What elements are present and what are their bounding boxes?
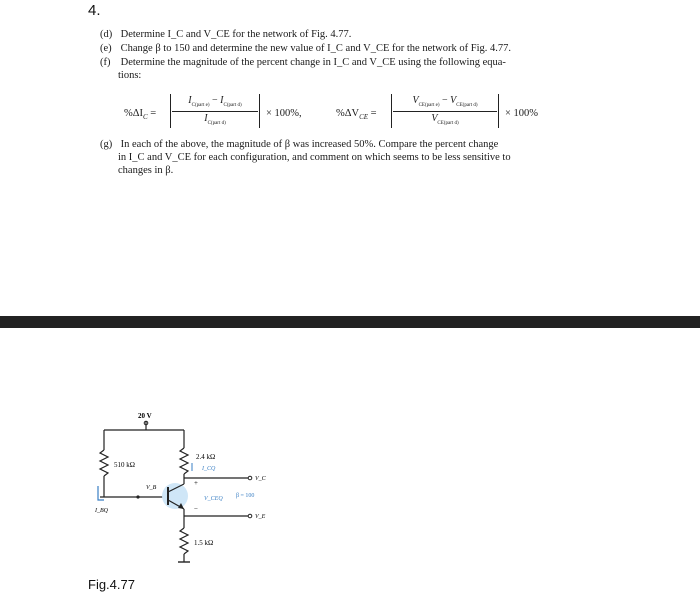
vce-plus: +: [194, 479, 198, 487]
transistor-body: [162, 483, 188, 509]
question-number: 4.: [88, 2, 101, 19]
figure-panel: [0, 328, 700, 601]
abs-bar-left-1: [170, 94, 171, 128]
vce-minus: −: [194, 505, 198, 513]
circuit-diagram: [0, 328, 700, 601]
part-e: [100, 42, 580, 55]
panel-divider: [0, 316, 700, 328]
vce-lhs: $\%\Delta V_{CE}$ =: [336, 108, 377, 122]
vce-fraction-line: [393, 111, 497, 112]
ib-arrow: [98, 486, 104, 500]
abs-bar-right-2: [498, 94, 499, 128]
part-g-line3: changes in β.: [118, 165, 174, 176]
rb-label: 510 kΩ: [114, 461, 135, 469]
part-d: [100, 28, 580, 41]
part-g: [100, 138, 580, 177]
ic-lhs: $\%\Delta I_C$ =: [124, 108, 157, 122]
part-e-label: (e): [100, 43, 112, 54]
ve-terminal: [248, 514, 252, 518]
part-d-text: Determine I_C and V_CE for the network of Fig. 4.77.: [120, 29, 352, 40]
part-f: [100, 56, 580, 82]
vce-numerator: $V_{CE(part e)} - V_{CE(part d)}$: [412, 95, 478, 108]
part-f-line2: tions:: [118, 70, 142, 81]
part-e-text: Change β to 150 and determine the new value of I_C and V_CE for the network of Fig. 4.77.: [120, 43, 511, 54]
ic-fraction-line: [172, 111, 258, 112]
ve-label: V_E: [255, 514, 266, 520]
ib-label: I_BQ: [95, 508, 108, 514]
abs-bar-left-2: [391, 94, 392, 128]
part-g-label: (g): [100, 139, 113, 150]
part-f-line1: Determine the magnitude of the percent change in I_C and V_CE using the following equa-: [120, 57, 506, 68]
part-g-line1: In each of the above, the magnitude of β was increased 50%. Compare the percent change: [120, 139, 499, 150]
ic-denominator: $I_{C(part d)}$: [204, 113, 226, 126]
vc-terminal: [248, 476, 252, 480]
ic-times: × 100%,: [266, 108, 302, 119]
vb-label: V_B: [146, 485, 157, 491]
rc-resistor: [180, 448, 188, 474]
re-label: 1.5 kΩ: [194, 539, 214, 547]
part-f-label: (f): [100, 57, 111, 68]
re-resistor: [180, 528, 188, 554]
base-node: [136, 495, 139, 498]
vce-label: V_CEQ: [204, 496, 223, 502]
vc-label: V_C: [255, 476, 266, 482]
rc-label: 2.4 kΩ: [196, 453, 216, 461]
supply-label: 20 V: [138, 412, 152, 420]
ic-label: I_CQ: [202, 466, 216, 472]
vce-denominator: $V_{CE(part d)}$: [431, 113, 459, 126]
figure-caption: Fig.4.77: [88, 577, 135, 592]
part-g-line2: in I_C and V_CE for each configuration, and comment on which seems to be less sensitive to: [118, 152, 511, 163]
abs-bar-right-1: [259, 94, 260, 128]
ic-numerator: $I_{C(part e)} - I_{C(part d)}$: [188, 95, 242, 108]
vce-times: × 100%: [505, 108, 539, 119]
beta-label: β = 100: [236, 493, 255, 499]
part-d-label: (d): [100, 29, 113, 40]
rb-resistor: [100, 450, 108, 476]
